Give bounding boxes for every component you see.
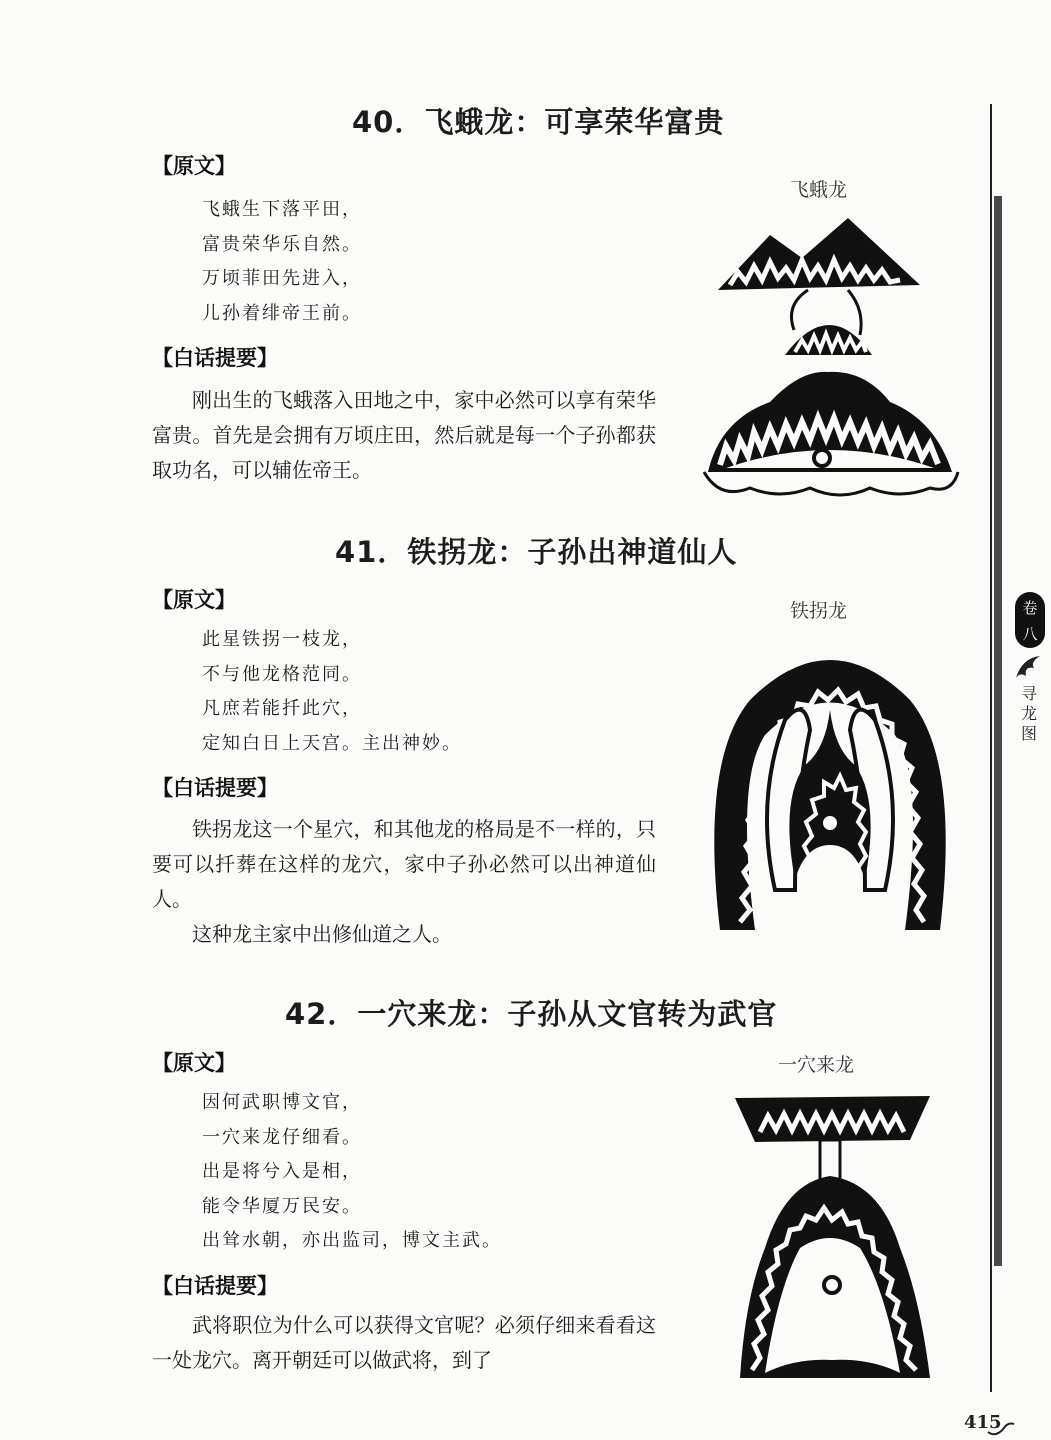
page-number-flourish-icon — [986, 1418, 1016, 1438]
figure-41-caption: 铁拐龙 — [790, 600, 848, 622]
verse-line: 不与他龙格范同。 — [202, 663, 362, 685]
verse-line: 万顷菲田先进入， — [202, 268, 362, 289]
feie-dragon-diagram — [690, 210, 970, 500]
yixue-dragon-diagram — [720, 1088, 960, 1388]
chapter-title-vertical — [1017, 684, 1041, 744]
prose-paragraph: 这种龙主家中出修仙道之人。 — [192, 922, 452, 946]
verse-line: 凡庶若能扦此穴， — [202, 698, 362, 719]
section-41-plain-header: 【白话提要】 — [152, 776, 278, 800]
figure-40-caption: 飞蛾龙 — [790, 179, 848, 201]
verse-line: 儿孙着绯帝王前。 — [202, 302, 362, 324]
swirl-ornament-icon — [1012, 652, 1044, 682]
section-40-title: 40．飞蛾龙：可享荣华富贵 — [352, 105, 725, 139]
verse-line: 出是将兮入是相， — [202, 1161, 362, 1182]
section-40-prose — [152, 383, 656, 488]
section-42-title: 42．一穴来龙：子孙从文官转为武官 — [285, 997, 778, 1031]
chapter-char: 龙 — [1020, 704, 1037, 723]
volume-badge — [1015, 592, 1045, 648]
verse-line: 定知白日上天宫。主出神妙。 — [202, 732, 462, 754]
volume-char: 八 — [1022, 625, 1038, 643]
section-42-original-header: 【原文】 — [152, 1051, 236, 1075]
section-42-prose — [152, 1308, 656, 1378]
verse-line: 因何武职博文官， — [202, 1092, 362, 1113]
section-41-title: 41．铁拐龙：子孙出神道仙人 — [335, 535, 738, 569]
verse-line: 富贵荣华乐自然。 — [202, 233, 362, 255]
verse-line: 一穴来龙仔细看。 — [202, 1126, 362, 1148]
section-40-verse — [202, 193, 362, 331]
chapter-char: 图 — [1020, 724, 1037, 743]
section-42-plain-header: 【白话提要】 — [152, 1274, 278, 1298]
figure-42-caption: 一穴来龙 — [778, 1054, 855, 1076]
prose-paragraph: 武将职位为什么可以获得文官呢？必须仔细来看看这一处龙穴。离开朝廷可以做武将，到了 — [152, 1313, 656, 1372]
verse-line: 飞蛾生下落平田， — [202, 199, 362, 220]
verse-line: 此星铁拐一枝龙， — [202, 629, 362, 650]
page-number: 415 — [964, 1412, 1002, 1433]
section-41-original-header: 【原文】 — [152, 588, 236, 612]
section-41-verse — [202, 623, 462, 761]
verse-line: 能令华厦万民安。 — [202, 1195, 362, 1217]
volume-char: 卷 — [1022, 599, 1038, 617]
section-40-original-header: 【原文】 — [152, 154, 236, 178]
verse-line: 出耸水朝，亦出监司，博文主武。 — [202, 1230, 502, 1251]
sidebar-band — [994, 196, 1002, 1266]
prose-paragraph: 刚出生的飞蛾落入田地之中，家中必然可以享有荣华富贵。首先是会拥有万顷庄田，然后就是每一个子孙都获取功名，可以辅佐帝王。 — [152, 388, 656, 482]
section-41-prose — [152, 812, 656, 952]
chapter-char: 寻 — [1020, 684, 1037, 703]
margin-rule — [990, 104, 992, 1392]
section-42-verse — [202, 1086, 502, 1259]
prose-paragraph: 铁拐龙这一个星穴，和其他龙的格局是不一样的，只要可以扦葬在这样的龙穴，家中子孙必然可以出神道仙人。 — [152, 817, 656, 911]
tieguai-dragon-diagram — [700, 640, 960, 940]
section-40-plain-header: 【白话提要】 — [152, 346, 278, 370]
